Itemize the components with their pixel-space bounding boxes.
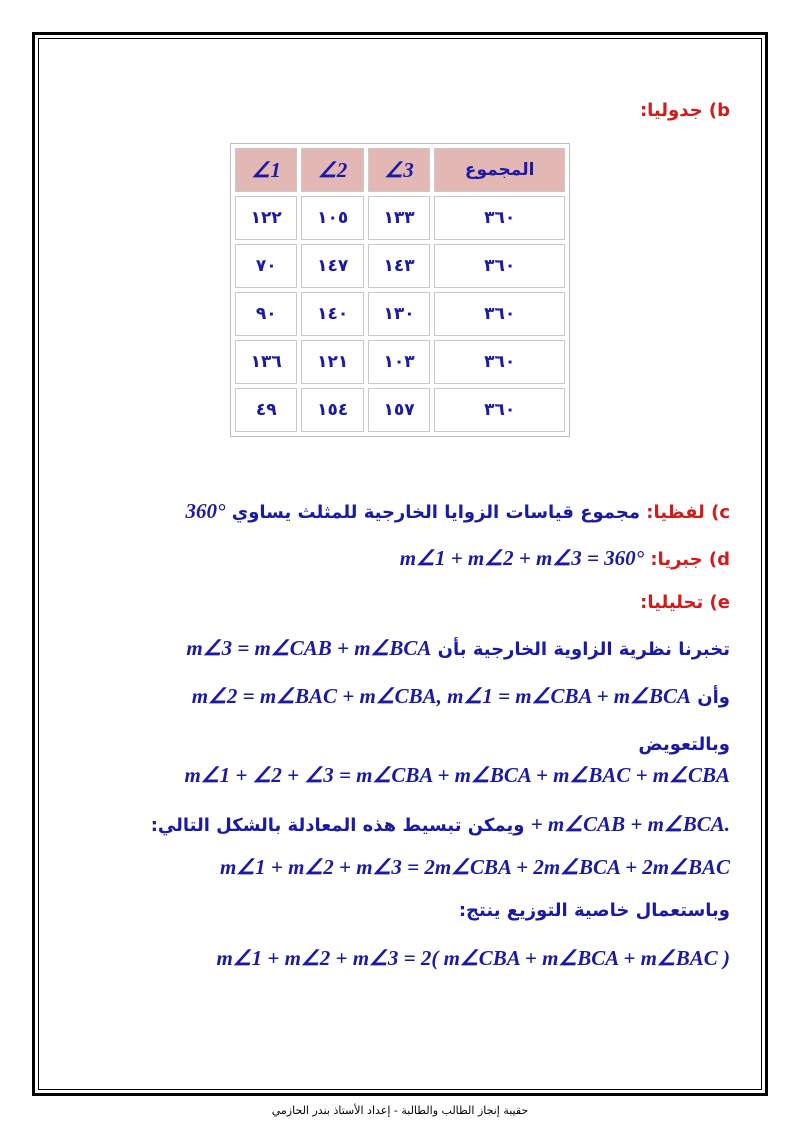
distributive-text: وباستعمال خاصية التوزيع ينتج: (458, 900, 730, 921)
section-d-equation: m∠1 + m∠2 + m∠3 = 360° (399, 546, 645, 570)
table-cell: ١٣٣ (368, 196, 430, 240)
substitution-text: وبالتعويض (638, 734, 730, 755)
table-cell: ٤٩ (235, 388, 297, 432)
header-angle-2: ∠2 (301, 148, 363, 192)
table-cell: ١٤٠ (301, 292, 363, 336)
section-e-heading (640, 592, 730, 613)
table-cell: ٣٦٠ (434, 292, 565, 336)
header-sum: المجموع (434, 148, 565, 192)
table-row (235, 196, 565, 240)
table-cell: ١٣٦ (235, 340, 297, 384)
and-that-text: وأن (697, 687, 730, 708)
final-equation: m∠1 + m∠2 + m∠3 = 2( m∠CBA + m∠BCA + m∠BAC ) (216, 946, 730, 970)
section-b-label: b) (708, 100, 730, 121)
table-cell: ٣٦٠ (434, 388, 565, 432)
table-row (235, 340, 565, 384)
table-row (235, 388, 565, 432)
table-cell: ١٢٢ (235, 196, 297, 240)
table-cell: ١٤٧ (301, 244, 363, 288)
page-footer: حقيبة إنجاز الطالب والطالبة - إعداد الأستاذ بندر الحازمي (271, 1104, 529, 1117)
section-d-title: جبريا: (650, 549, 703, 570)
table-cell: ٣٦٠ (434, 196, 565, 240)
table-cell: ١٠٥ (301, 196, 363, 240)
theorem-text: تخبرنا نظرية الزاوية الخارجية بأن (437, 639, 730, 660)
final-equation-line (216, 946, 730, 971)
section-c (186, 499, 730, 524)
simplify-line (151, 812, 730, 837)
simplified-equation-line (220, 855, 730, 880)
angles-table (230, 143, 570, 437)
table-cell: ١٣٠ (368, 292, 430, 336)
section-e-title: تحليليا: (640, 592, 704, 613)
section-e-label: e) (709, 592, 730, 613)
substituted-equation: m∠1 + ∠2 + ∠3 = m∠CBA + m∠BCA + m∠BAC + m∠CBA (184, 763, 730, 787)
header-angle-1: ∠1 (235, 148, 297, 192)
table-cell: ٣٦٠ (434, 244, 565, 288)
section-d-label: d) (708, 549, 730, 570)
substituted-equation-line (184, 763, 730, 788)
simplified-equation: m∠1 + m∠2 + m∠3 = 2m∠CBA + 2m∠BCA + 2m∠BAC (219, 855, 730, 879)
table-cell: ١٥٧ (368, 388, 430, 432)
substituted-equation-continued: + m∠CAB + m∠BCA. (530, 812, 730, 836)
section-c-text: مجموع قياسات الزوايا الخارجية للمثلث يساوي (231, 502, 640, 523)
table-row (235, 292, 565, 336)
section-b-title: جدوليا: (639, 100, 703, 121)
table-cell: ٧٠ (235, 244, 297, 288)
header-angle-3: ∠3 (368, 148, 430, 192)
table-cell: ٩٠ (235, 292, 297, 336)
exterior-angle-theorem-line (186, 636, 730, 661)
section-b-heading (640, 100, 730, 121)
simplify-text: ويمكن تبسيط هذه المعادلة بالشكل التالي: (150, 815, 525, 836)
distributive-line (459, 900, 730, 921)
table-header-row (235, 148, 565, 192)
table-cell: ١٤٣ (368, 244, 430, 288)
table-cell: ٣٦٠ (434, 340, 565, 384)
section-d (400, 546, 730, 571)
table-cell: ١٢١ (301, 340, 363, 384)
table-cell: ١٥٤ (301, 388, 363, 432)
second-relation-equation: m∠2 = m∠BAC + m∠CBA, m∠1 = m∠CBA + m∠BCA (191, 684, 691, 708)
table-row (235, 244, 565, 288)
section-c-value: 360° (185, 499, 226, 523)
substitution-line (638, 734, 730, 755)
theorem-equation: m∠3 = m∠CAB + m∠BCA (186, 636, 432, 660)
table-cell: ١٠٣ (368, 340, 430, 384)
section-c-label: c) (711, 502, 730, 523)
second-relation-line (192, 684, 730, 709)
section-c-title: لفظيا: (646, 502, 705, 523)
